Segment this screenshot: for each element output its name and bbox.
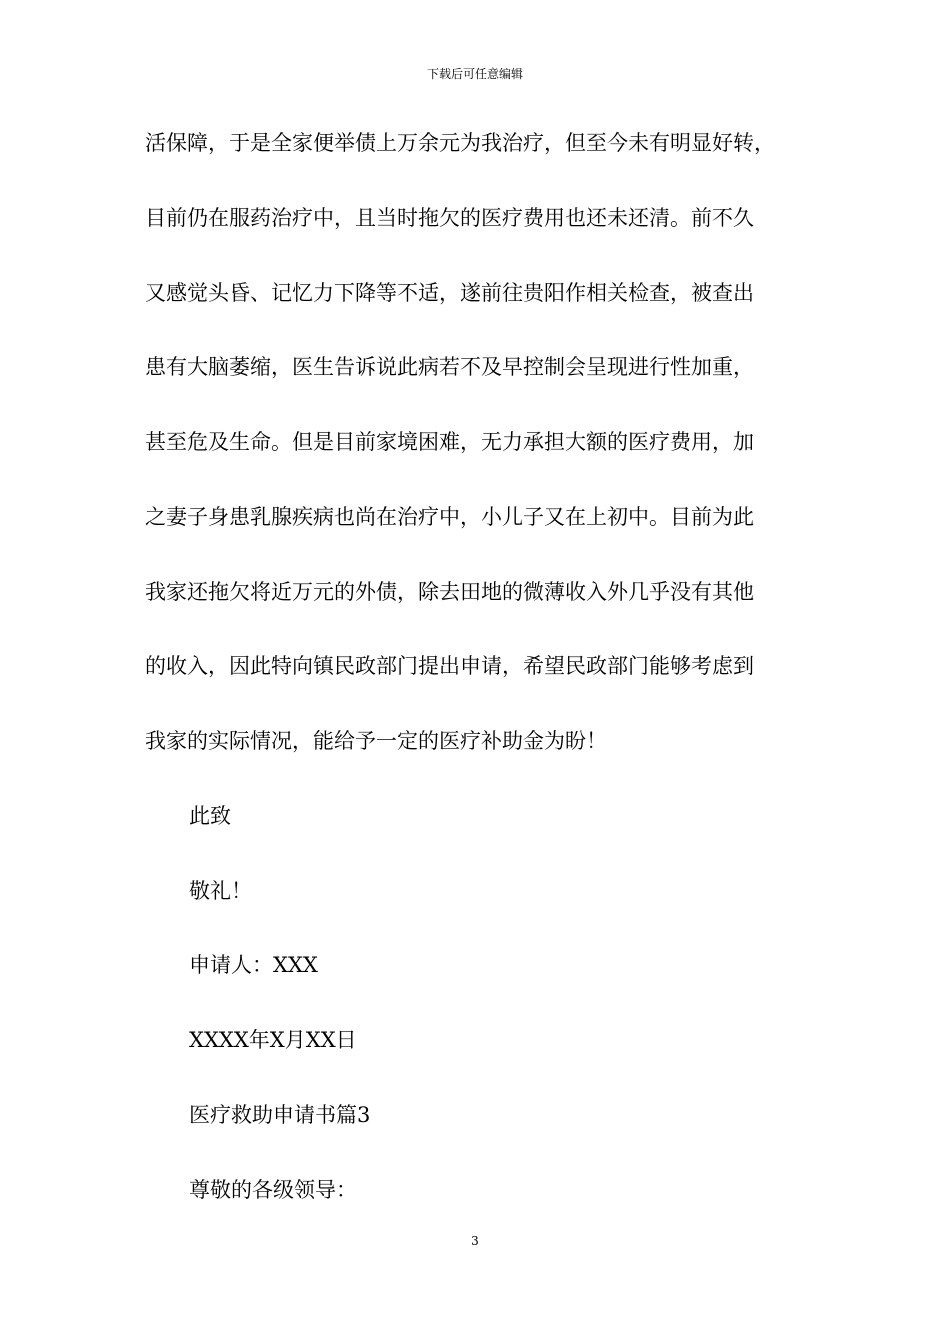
body-line: 我家还拖欠将近万元的外债，除去田地的微薄收入外几乎没有其他 bbox=[145, 579, 754, 604]
section-title: 医疗救助申请书篇3 bbox=[189, 1102, 371, 1127]
body-line: 我家的实际情况，能给予一定的医疗补助金为盼！ bbox=[145, 729, 607, 753]
body-line: 目前仍在服药治疗中，且当时拖欠的医疗费用也还未还清。前不久 bbox=[145, 205, 754, 230]
salutation: 敬礼！ bbox=[189, 878, 252, 903]
applicant-signature: 申请人：XXX bbox=[189, 953, 318, 978]
body-line: 甚至危及生命。但是目前家境困难，无力承担大额的医疗费用，加 bbox=[145, 430, 754, 454]
body-line: 之妻子身患乳腺疾病也尚在治疗中，小儿子又在上初中。目前为此 bbox=[145, 504, 754, 529]
body-line: 的收入，因此特向镇民政部门提出申请，希望民政部门能够考虑到 bbox=[145, 654, 754, 679]
letter-greeting: 尊敬的各级领导： bbox=[189, 1177, 357, 1202]
body-line: 患有大脑萎缩，医生告诉说此病若不及早控制会呈现进行性加重， bbox=[145, 355, 754, 380]
page-number: 3 bbox=[471, 1234, 479, 1248]
body-line: 又感觉头昏、记忆力下降等不适，遂前往贵阳作相关检查，被查出 bbox=[145, 280, 754, 305]
application-date: XXXX年X月XX日 bbox=[189, 1028, 357, 1052]
document-body bbox=[145, 128, 835, 1249]
page-header: 下载后可任意编辑 bbox=[426, 67, 523, 81]
body-line: 活保障，于是全家便举债上万余元为我治疗，但至今未有明显好转， bbox=[145, 131, 775, 155]
closing-phrase: 此致 bbox=[189, 803, 231, 828]
